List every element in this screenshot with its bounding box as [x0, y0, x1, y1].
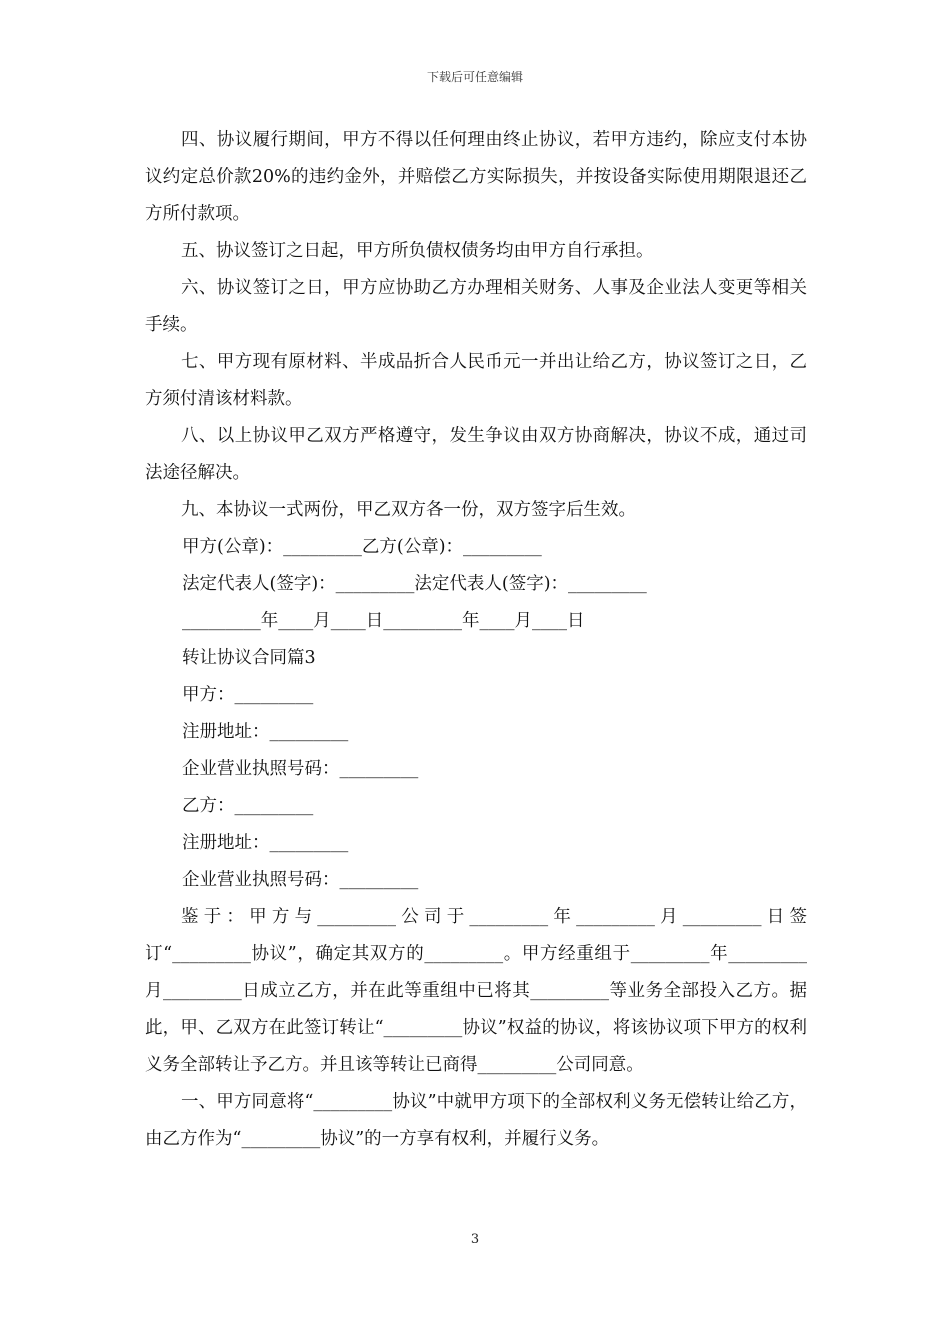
whereas-paragraph: 鉴于：甲方与_________公司于_________年_________月_________日签订“_________协议”，确定其双方的_________。甲方经重组于_________年_________月_________日成立乙方，并在此等重组中已将其_________等业务全部投入乙方。据此，甲、乙双方在此签订转让“_________协议”权益的协议，将该协议项下甲方的权利义务全部转让予乙方。并且该等转让已商得_________公司同意。	[145, 907, 807, 1075]
page-number: 3	[470, 1232, 480, 1247]
clause-4: 四、协议履行期间，甲方不得以任何理由终止协议，若甲方违约，除应支付本协议约定总价款20%的违约金外，并赔偿乙方实际损失，并按设备实际使用期限退还乙方所付款项。	[145, 130, 807, 224]
date-line: _________年____月____日_________年____月____日	[182, 611, 585, 631]
clause-1: 一、甲方同意将“_________协议”中就甲方项下的全部权利义务无偿转让给乙方，由乙方作为“_________协议”的一方享有权利，并履行义务。	[145, 1092, 807, 1149]
party-b-address: 注册地址：_________	[182, 833, 349, 853]
party-b-license: 企业营业执照号码：_________	[182, 870, 419, 890]
section-title: 转让协议合同篇3	[182, 648, 316, 668]
party-a-license: 企业营业执照号码：_________	[182, 759, 419, 779]
party-b-line: 乙方：_________	[182, 796, 314, 816]
party-a-line: 甲方：_________	[182, 685, 314, 705]
clause-6: 六、协议签订之日，甲方应协助乙方办理相关财务、人事及企业法人变更等相关手续。	[145, 278, 807, 335]
party-a-address: 注册地址：_________	[182, 722, 349, 742]
clause-8: 八、以上协议甲乙双方严格遵守，发生争议由双方协商解决，协议不成，通过司法途径解决。	[145, 426, 807, 483]
clause-9: 九、本协议一式两份，甲乙双方各一份，双方签字后生效。	[181, 500, 636, 520]
document-body	[145, 122, 807, 1158]
clause-5: 五、协议签订之日起，甲方所负债权债务均由甲方自行承担。	[181, 241, 654, 261]
page-header: 下载后可任意编辑	[426, 70, 523, 84]
seal-line: 甲方(公章)：_________乙方(公章)：_________	[182, 537, 542, 557]
clause-7: 七、甲方现有原材料、半成品折合人民币元一并出让给乙方，协议签订之日，乙方须付清该材料款。	[145, 352, 807, 409]
representative-line: 法定代表人(签字)：_________法定代表人(签字)：_________	[182, 574, 647, 594]
